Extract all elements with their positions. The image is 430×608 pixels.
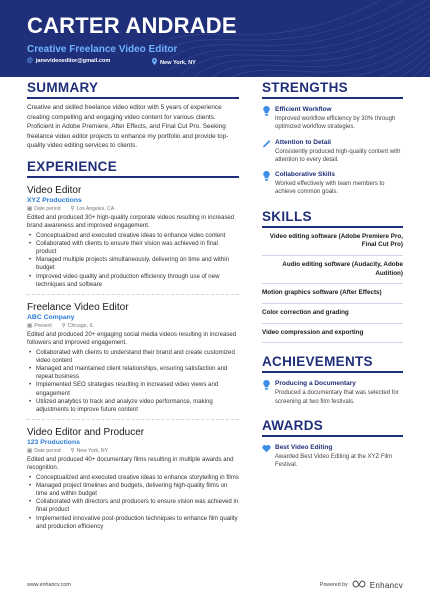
job-bullet: • Collaborated with clients to understand their brand and create customized video content	[27, 349, 239, 365]
job-company: 123 Productions	[27, 439, 80, 447]
contact-location	[152, 58, 196, 67]
job-meta	[27, 448, 239, 454]
job-bullet: • Implemented innovative post-production techniques to enhance film quality and production efficiency	[27, 515, 239, 531]
at-icon: @	[27, 58, 33, 64]
job-bullet: • Utilized analytics to track and analyze video performance, making adjustments to improve future content	[27, 398, 239, 414]
job-date: Date period	[34, 206, 61, 213]
job-location: Los Angeles, CA	[76, 206, 115, 213]
job-location: New York, NY	[76, 448, 109, 455]
right-column	[262, 80, 403, 469]
strength-name: Collaborative Skills	[275, 171, 335, 179]
job-title: Freelance Video Editor	[27, 301, 129, 313]
job-entry	[27, 427, 239, 531]
strength-desc: Consistently produced high-quality content with attention to every detail.	[275, 148, 401, 163]
award-name: Best Video Editing	[275, 443, 333, 451]
achievement-item	[262, 380, 403, 406]
strengths-heading: STRENGTHS	[262, 80, 403, 99]
calendar-icon: ▦	[27, 322, 33, 329]
powered-by	[320, 580, 403, 590]
location-pin-icon: ⚲	[70, 448, 75, 455]
skill-item: Video editing software (Adobe Premiere Pro, Final Cut Pro)	[262, 228, 403, 256]
job-meta	[27, 323, 239, 329]
bulb-icon	[262, 171, 275, 197]
job-bullet: • Managed and maintained client relationships, ensuring satisfaction and repeat business	[27, 365, 239, 381]
job-description: Edited and produced 40+ documentary films resulting in multiple awards and recognition.	[27, 456, 234, 472]
job-meta	[27, 206, 239, 212]
location-text: New York, NY	[160, 59, 196, 66]
job-description: Edited and produced 20+ engaging social media videos resulting in increased followers and improved engagement.	[27, 330, 237, 347]
calendar-icon: ▦	[27, 448, 33, 455]
summary-text: Creative and skilled freelance video editor with 5 years of experience creating compelling and engaging video content for various clients. Proficient in Adobe Premiere, After Effects, and Final Cut Pro. Seeking freelance video editor projects to enhance my portfolio and provide top-quality video editing services to clients.	[27, 104, 229, 150]
email-text: janevideoeditor@gmail.com	[35, 58, 111, 64]
strength-item	[262, 106, 403, 132]
job-bullet: • Conceptualized and executed creative ideas to enhance video content	[27, 232, 239, 240]
awards-heading: AWARDS	[262, 418, 403, 437]
job-title: Video Editor	[27, 185, 82, 197]
footer-url[interactable]: www.enhancv.com	[27, 582, 71, 588]
skill-item: Motion graphics software (After Effects)	[262, 284, 403, 304]
pen-icon	[262, 139, 275, 165]
job-bullets	[27, 474, 239, 531]
divider	[27, 419, 239, 420]
award-item	[262, 444, 403, 470]
job-entry	[27, 302, 239, 420]
job-description: Edited and produced 30+ high-quality corporate videos resulting in increased brand awareness and improved engagement.	[27, 214, 235, 230]
heart-icon	[262, 444, 275, 470]
job-company: XYZ Productions	[27, 197, 82, 205]
summary-heading: SUMMARY	[27, 80, 239, 99]
job-bullet: • Collaborated with clients to ensure their vision was achieved in final product	[27, 240, 239, 256]
job-bullet: • Managed project timelines and budgets, delivering high-quality films on time and within budget	[27, 482, 239, 498]
achievements-heading: ACHIEVEMENTS	[262, 354, 403, 373]
skill-item: Video compression and exporting	[262, 324, 403, 344]
job-bullet: • Managed multiple projects simultaneously, delivering on time and within budget	[27, 256, 239, 272]
location-pin-icon: ⚲	[61, 322, 66, 329]
location-pin-icon: ⚲	[70, 206, 75, 213]
job-title: Video Editor and Producer	[27, 427, 145, 439]
job-bullet: • Implemented SEO strategies resulting in increased video views and engagement	[27, 381, 239, 397]
job-location: Chicago, IL	[67, 322, 94, 329]
contact-email[interactable]	[27, 58, 110, 64]
job-bullets	[27, 349, 239, 414]
job-entry	[27, 185, 239, 295]
powered-by-text: Powered by	[319, 582, 348, 588]
job-date: Date period	[34, 448, 61, 455]
strength-name: Attention to Detail	[275, 138, 331, 146]
job-bullet: • Conceptualized and executed creative ideas to enhance storytelling in films	[27, 474, 239, 482]
calendar-icon: ▦	[27, 206, 33, 213]
header	[0, 0, 430, 77]
job-bullet: • Improved video quality and production efficiency through use of new techniques and software	[27, 273, 239, 289]
footer	[27, 580, 403, 590]
brand-name: Enhancv	[369, 580, 403, 590]
strength-desc: Improved workflow efficiency by 30% through optimized workflow strategies.	[275, 116, 396, 131]
achievement-desc: Produced a documentary that was selected for screening at two film festivals.	[275, 390, 399, 405]
job-bullet: • Collaborated with directors and producers to ensure vision was achieved in final product	[27, 498, 239, 514]
strength-item	[262, 139, 403, 165]
job-company: ABC Company	[27, 313, 75, 321]
divider	[27, 294, 239, 295]
job-bullets	[27, 232, 239, 289]
skill-item: Audio editing software (Audacity, Adobe Audition)	[262, 256, 403, 284]
experience-heading: EXPERIENCE	[27, 159, 239, 178]
candidate-title: Creative Freelance Video Editor	[27, 44, 178, 55]
skill-item: Color correction and grading	[262, 304, 403, 324]
strength-name: Efficient Workflow	[275, 106, 332, 113]
skills-heading: SKILLS	[262, 209, 403, 228]
left-column	[27, 80, 239, 531]
location-pin-icon	[152, 58, 157, 67]
strength-item	[262, 171, 403, 197]
bulb-icon	[262, 106, 275, 132]
achievement-name: Producing a Documentary	[275, 380, 356, 388]
award-desc: Awarded Best Video Editing at the XYZ Film Festival.	[275, 453, 393, 469]
job-date: Present	[34, 322, 52, 329]
bulb-icon	[262, 380, 275, 406]
strength-desc: Worked effectively with team members to achieve common goals.	[275, 181, 385, 196]
enhancv-logo-icon	[352, 580, 366, 590]
candidate-name: CARTER ANDRADE	[27, 13, 237, 38]
